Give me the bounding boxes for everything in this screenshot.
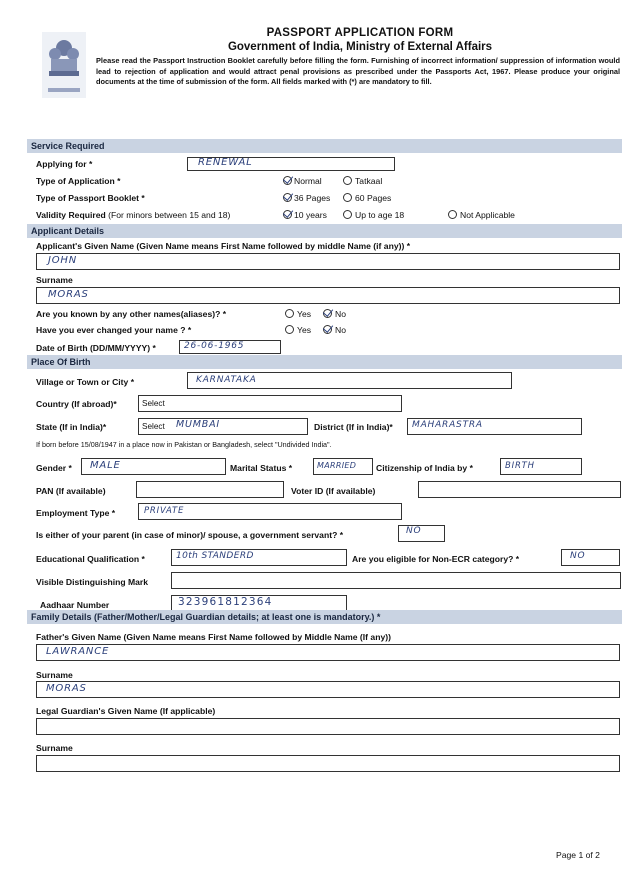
changed-no-label: No xyxy=(335,325,346,335)
govt-servant-label: Is either of your parent (in case of minor)/ spouse, a government servant? * xyxy=(36,530,344,540)
father-name-value: LAWRANCE xyxy=(46,646,110,657)
section-place-of-birth: Place Of Birth xyxy=(27,355,622,369)
given-name-label: Applicant's Given Name (Given Name means First Name followed by middle Name (if any)) * xyxy=(36,241,411,251)
applying-for-label: Applying for * xyxy=(36,159,93,169)
page-number: Page 1 of 2 xyxy=(556,850,600,860)
country-label: Country (If abroad)* xyxy=(36,399,117,409)
guardian-name-label: Legal Guardian's Given Name (If applicable) xyxy=(36,706,216,716)
education-label: Educational Qualification * xyxy=(36,554,145,564)
section-applicant-details: Applicant Details xyxy=(27,224,622,238)
radio-aliases-no[interactable] xyxy=(323,309,332,318)
father-surname-label: Surname xyxy=(36,670,73,680)
state-label: State (If in India)* xyxy=(36,422,107,432)
form-header xyxy=(30,22,620,114)
radio-up-to-18[interactable] xyxy=(343,210,352,219)
guardian-surname-label: Surname xyxy=(36,743,73,753)
surname-field[interactable] xyxy=(36,287,620,304)
father-name-field[interactable] xyxy=(36,644,620,661)
option-36-pages-label: 36 Pages xyxy=(294,193,331,203)
father-name-label: Father's Given Name (Given Name means First Name followed by Middle Name (If any)) xyxy=(36,632,391,642)
district-label: District (If in India)* xyxy=(314,422,393,432)
aliases-label: Are you known by any other names(aliases)? * xyxy=(36,309,227,319)
voter-id-label: Voter ID (If available) xyxy=(291,486,376,496)
name-changed-label: Have you ever changed your name ? * xyxy=(36,325,192,335)
father-surname-value: MORAS xyxy=(46,683,87,694)
non-ecr-value: NO xyxy=(570,551,586,561)
radio-36-pages[interactable] xyxy=(283,193,292,202)
employment-type-label: Employment Type * xyxy=(36,508,116,518)
distinguishing-mark-field[interactable] xyxy=(171,572,621,589)
radio-60-pages[interactable] xyxy=(343,193,352,202)
govt-servant-value: NO xyxy=(406,526,422,536)
booklet-type-label: Type of Passport Booklet * xyxy=(36,193,145,203)
dob-value: 26-06-1965 xyxy=(184,341,245,351)
validity-note: (For minors between 15 and 18) xyxy=(108,210,231,220)
guardian-surname-field[interactable] xyxy=(36,755,620,772)
radio-tatkaal[interactable] xyxy=(343,176,352,185)
aliases-no-label: No xyxy=(335,309,346,319)
district-value: MAHARASTRA xyxy=(412,420,483,430)
section-service-required: Service Required xyxy=(27,139,622,153)
father-surname-field[interactable] xyxy=(36,681,620,698)
surname-label: Surname xyxy=(36,275,73,285)
marital-status-label: Marital Status * xyxy=(230,463,293,473)
aadhaar-value: 323961812364 xyxy=(178,596,273,608)
given-name-value: JOHN xyxy=(48,255,78,266)
radio-normal[interactable] xyxy=(283,176,292,185)
given-name-field[interactable] xyxy=(36,253,620,270)
pan-label: PAN (If available) xyxy=(36,486,106,496)
country-select[interactable] xyxy=(138,395,402,412)
dob-label: Date of Birth (DD/MM/YYYY) * xyxy=(36,343,156,353)
radio-10-years[interactable] xyxy=(283,210,292,219)
form-subtitle: Government of India, Ministry of External Affairs xyxy=(227,41,493,53)
aadhaar-label: Aadhaar Number xyxy=(40,600,110,610)
education-value: 10th STANDERD xyxy=(176,551,254,561)
state-value: MUMBAI xyxy=(176,419,220,430)
radio-changed-yes[interactable] xyxy=(285,325,294,334)
radio-changed-no[interactable] xyxy=(323,325,332,334)
validity-label xyxy=(36,210,230,220)
option-10-years-label: 10 years xyxy=(294,210,327,220)
country-select-value: Select xyxy=(142,399,165,408)
voter-id-field[interactable] xyxy=(418,481,621,498)
citizenship-value: BIRTH xyxy=(505,461,535,471)
option-normal-label: Normal xyxy=(294,176,322,186)
national-emblem-icon xyxy=(42,32,86,98)
village-label: Village or Town or City * xyxy=(36,377,135,387)
undivided-india-note: If born before 15/08/1947 in a place now in Pakistan or Bangladesh, select "Undivided India". xyxy=(36,440,332,449)
validity-label-text: Validity Required xyxy=(36,210,106,220)
form-title: PASSPORT APPLICATION FORM xyxy=(266,27,454,39)
option-up-to-18-label: Up to age 18 xyxy=(355,210,405,220)
aliases-yes-label: Yes xyxy=(297,309,312,319)
applying-for-value: RENEWAL xyxy=(198,157,253,168)
changed-yes-label: Yes xyxy=(297,325,312,335)
state-select-text: Select xyxy=(142,422,165,431)
distinguishing-mark-label: Visible Distinguishing Mark xyxy=(36,577,149,587)
employment-type-value: PRIVATE xyxy=(144,506,185,516)
marital-status-value: MARRIED xyxy=(317,461,357,470)
radio-not-applicable[interactable] xyxy=(448,210,457,219)
village-value: KARNATAKA xyxy=(196,375,257,385)
citizenship-label: Citizenship of India by * xyxy=(376,463,473,473)
gender-value: MALE xyxy=(90,460,121,471)
form-instructions: Please read the Passport Instruction Booklet carefully before filling the form. Furnishing of incorrect information/ suppression of information would lead to rejection of application and would attract penal provisions as prescribed under the Passports Act, 1967. Please produce your original documents at the time of submission of the form. All fields marked with (*) are mandatory to fill. xyxy=(96,56,620,86)
guardian-name-field[interactable] xyxy=(36,718,620,735)
option-tatkaal-label: Tatkaal xyxy=(355,176,383,186)
radio-aliases-yes[interactable] xyxy=(285,309,294,318)
option-not-applicable-label: Not Applicable xyxy=(460,210,515,220)
non-ecr-label: Are you eligible for Non-ECR category? * xyxy=(352,554,520,564)
section-family-details: Family Details (Father/Mother/Legal Guardian details; at least one is mandatory.) * xyxy=(27,610,622,624)
surname-value: MORAS xyxy=(48,289,89,300)
gender-label: Gender * xyxy=(36,463,72,473)
option-60-pages-label: 60 Pages xyxy=(355,193,392,203)
pan-field[interactable] xyxy=(136,481,284,498)
application-type-label: Type of Application * xyxy=(36,176,121,186)
